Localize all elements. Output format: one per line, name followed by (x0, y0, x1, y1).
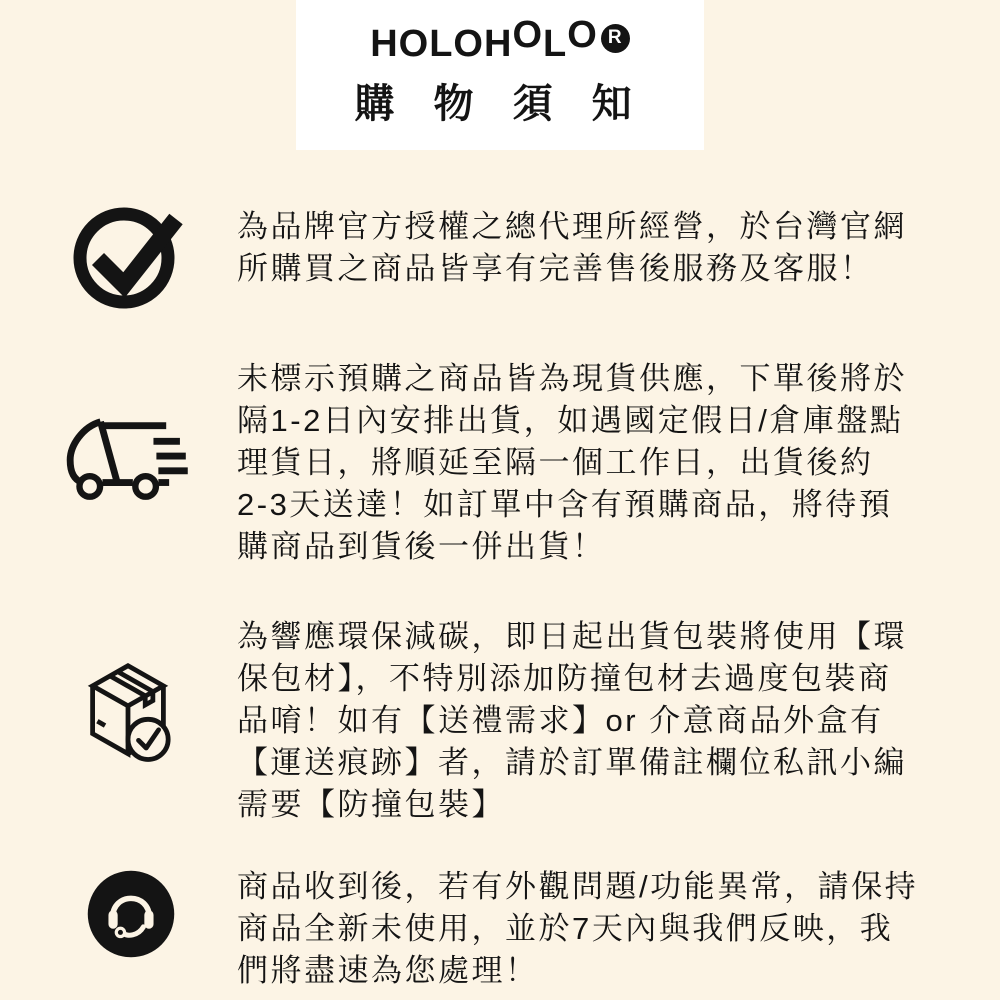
delivery-truck-icon (58, 410, 196, 508)
customer-service-headset-icon (85, 868, 177, 960)
brand-logo-raised-o: O (512, 14, 543, 56)
notice-text-line: 為品牌官方授權之總代理所經營，於台灣官網 (237, 209, 907, 244)
brand-logo (370, 14, 630, 66)
header-panel (296, 0, 704, 150)
notice-text-line: 【運送痕跡】者，請於訂單備註欄位私訊小編 (237, 745, 907, 780)
notice-text-line: 需要【防撞包裝】 (237, 787, 505, 822)
notice-text-line: 購商品到貨後一併出貨！ (237, 529, 606, 564)
notice-section-shipping (237, 358, 907, 568)
page-title: 購 物 須 知 (354, 81, 646, 126)
notice-section-packaging (237, 616, 907, 826)
notice-section-authorized (237, 206, 907, 290)
notice-text-line: 未標示預購之商品皆為現貨供應，下單後將於 (237, 361, 907, 396)
notice-text-line: 理貨日，將順延至隔一個工作日，出貨後約 (237, 445, 874, 480)
notice-text-line: 所購買之商品皆享有完善售後服務及客服！ (237, 251, 874, 286)
notice-text-line: 2-3天送達！如訂單中含有預購商品，將待預 (237, 487, 893, 522)
brand-logo-raised-o: O (567, 14, 598, 56)
notice-text-line: 品唷！如有【送禮需求】or 介意商品外盒有 (237, 703, 884, 738)
notice-text-line: 保包材】，不特別添加防撞包材去過度包裝商 (237, 661, 892, 696)
notice-section-aftersales (237, 866, 918, 992)
package-box-check-icon (80, 660, 176, 770)
brand-logo-text: HOLOH (370, 23, 513, 65)
notice-text-line: 們將盡速為您處理！ (237, 953, 539, 988)
brand-logo-text: L (543, 23, 568, 65)
notice-text-line: 為響應環保減碳，即日起出貨包裝將使用【環 (237, 619, 907, 654)
notice-text-line: 商品全新未使用，並於7天內與我們反映，我 (237, 911, 894, 946)
check-circle-icon (72, 198, 184, 310)
notice-text-line: 商品收到後，若有外觀問題/功能異常，請保持 (237, 869, 919, 904)
notice-text-line: 隔1-2日內安排出貨，如遇國定假日/倉庫盤點 (237, 403, 904, 438)
registered-trademark-icon: R (601, 24, 630, 53)
